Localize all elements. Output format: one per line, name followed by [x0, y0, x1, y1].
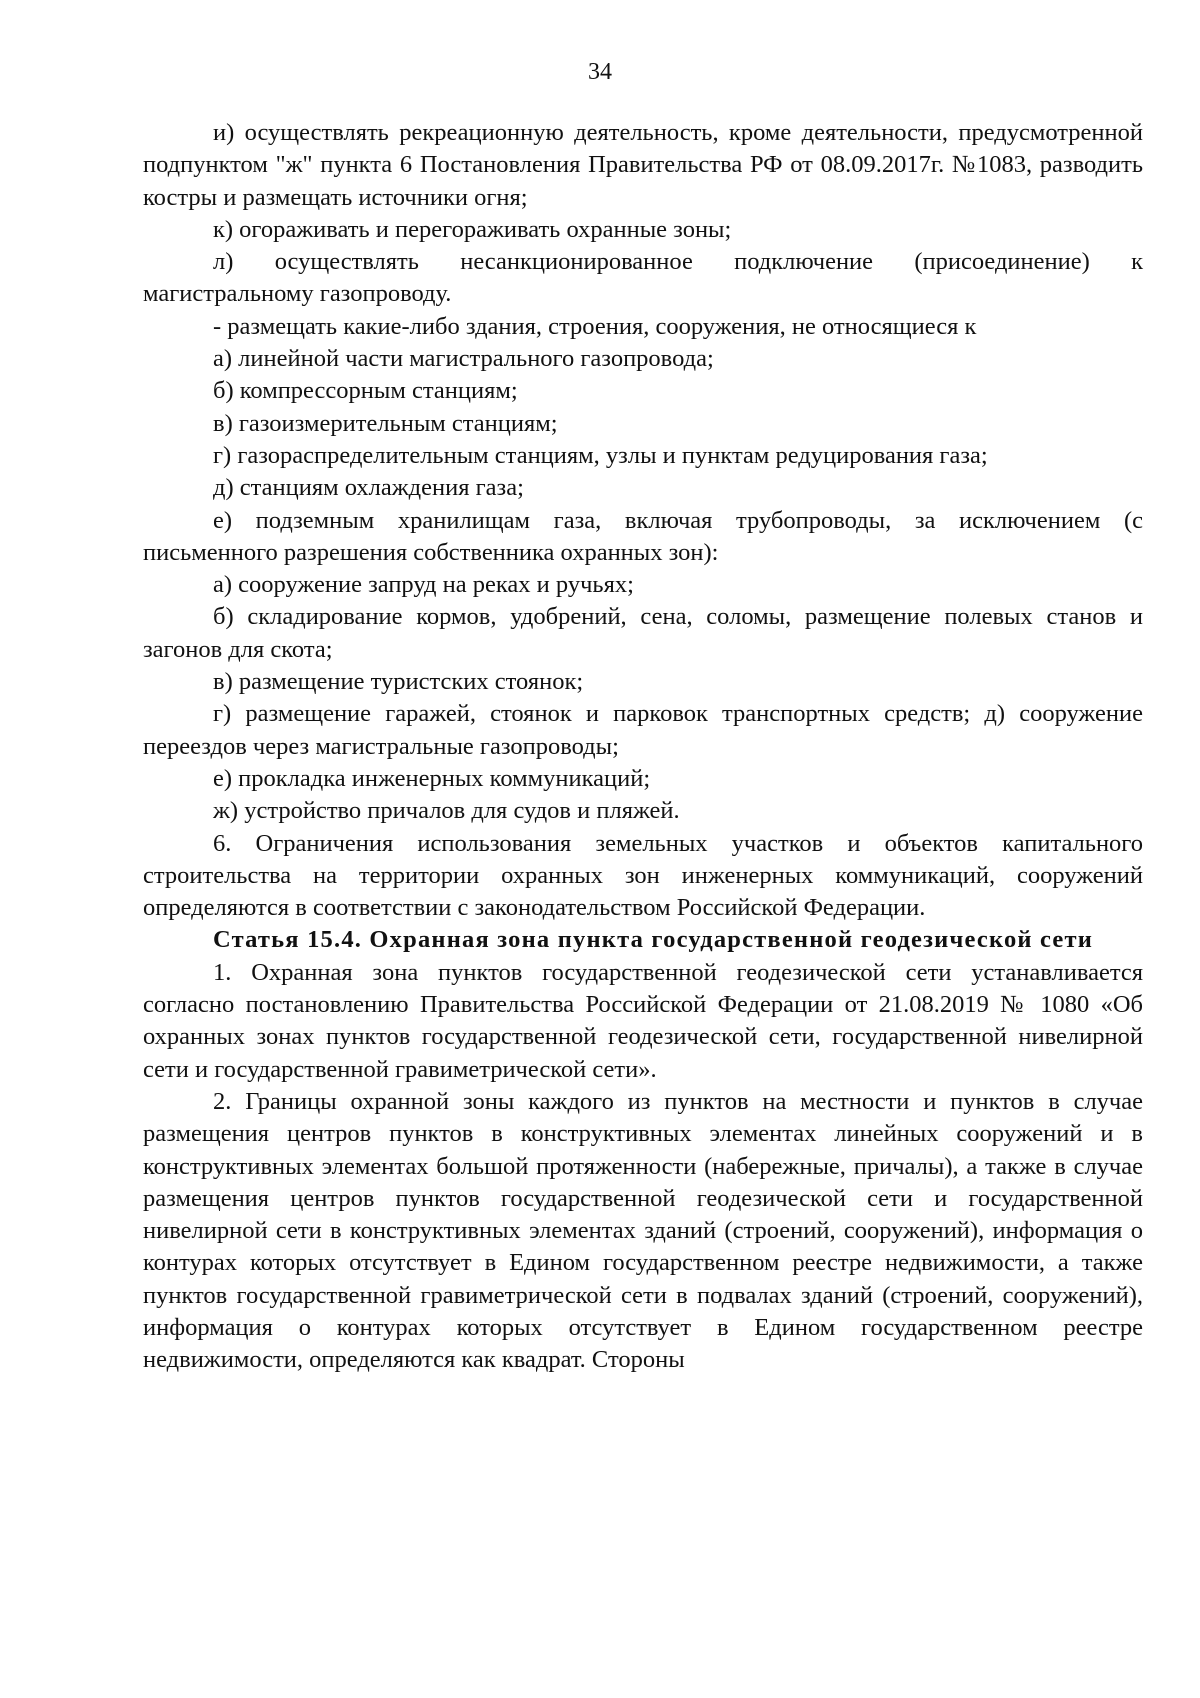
paragraph: в) размещение туристских стоянок;	[213, 668, 584, 696]
paragraph: г) размещение гаражей, стоянок и парковок транспортных средств; д) сооружение переездов через магистральные газопроводы;	[143, 700, 1143, 760]
paragraph: и) осуществлять рекреационную деятельность, кроме деятельности, предусмотренной подпунктом "ж" пункта 6 Постановления Правительства РФ от 08.09.2017г. №1083, разводить костры и размещать источники огня;	[143, 119, 1143, 211]
paragraph: 2. Границы охранной зоны каждого из пунктов на местности и пунктов в случае размещения центров пунктов в конструктивных элементах линейных сооружений и в конструктивных элементах большой протяженности (набережные, причалы), а также в случае размещения центров пунктов государственной геодезической сети и государственной нивелирной сети в конструктивных элементах зданий (строений, сооружений), информация о контурах которых отсутствует в Едином государственном реестре недвижимости, а также пунктов государственной гравиметрической сети в подвалах зданий (строений, сооружений), информация о контурах которых отсутствует в Едином государственном реестре недвижимости, определяются как квадрат. Стороны	[143, 1087, 1143, 1374]
paragraph: е) прокладка инженерных коммуникаций;	[213, 764, 651, 792]
paragraph: а) сооружение запруд на реках и ручьях;	[213, 571, 634, 599]
paragraph: - размещать какие-либо здания, строения, сооружения, не относящиеся к	[213, 312, 977, 340]
paragraph: е) подземным хранилищам газа, включая трубопроводы, за исключением (с письменного разрешения собственника охранных зон):	[143, 506, 1143, 566]
paragraph: ж) устройство причалов для судов и пляжей.	[213, 797, 680, 825]
paragraph: 6. Ограничения использования земельных участков и объектов капитального строительства на территории охранных зон инженерных коммуникаций, сооружений определяются в соответствии с законодательством Российской Федерации.	[143, 829, 1143, 922]
paragraph: л) осуществлять несанкционированное подключение (присоединение) к магистральному газопроводу.	[143, 248, 1143, 308]
page-number: 34	[588, 59, 612, 85]
paragraph: д) станциям охлаждения газа;	[213, 474, 524, 502]
paragraph: б) складирование кормов, удобрений, сена, соломы, размещение полевых станов и загонов для скота;	[143, 603, 1143, 663]
paragraph: а) линейной части магистрального газопровода;	[213, 345, 714, 373]
document-body	[143, 117, 1143, 1377]
paragraph: г) газораспределительным станциям, узлы и пунктам редуцирования газа;	[213, 441, 988, 469]
article-heading: Статья 15.4. Охранная зона пункта государственной геодезической сети	[213, 926, 1094, 954]
paragraph: б) компрессорным станциям;	[213, 377, 518, 405]
paragraph: к) огораживать и перегораживать охранные зоны;	[213, 215, 732, 243]
paragraph: 1. Охранная зона пунктов государственной геодезической сети устанавливается согласно постановлению Правительства Российской Федерации от 21.08.2019 № 1080 «Об охранных зонах пунктов государственной геодезической сети, государственной нивелирной сети и государственной гравиметрической сети».	[143, 958, 1143, 1083]
paragraph: в) газоизмерительным станциям;	[213, 409, 558, 437]
